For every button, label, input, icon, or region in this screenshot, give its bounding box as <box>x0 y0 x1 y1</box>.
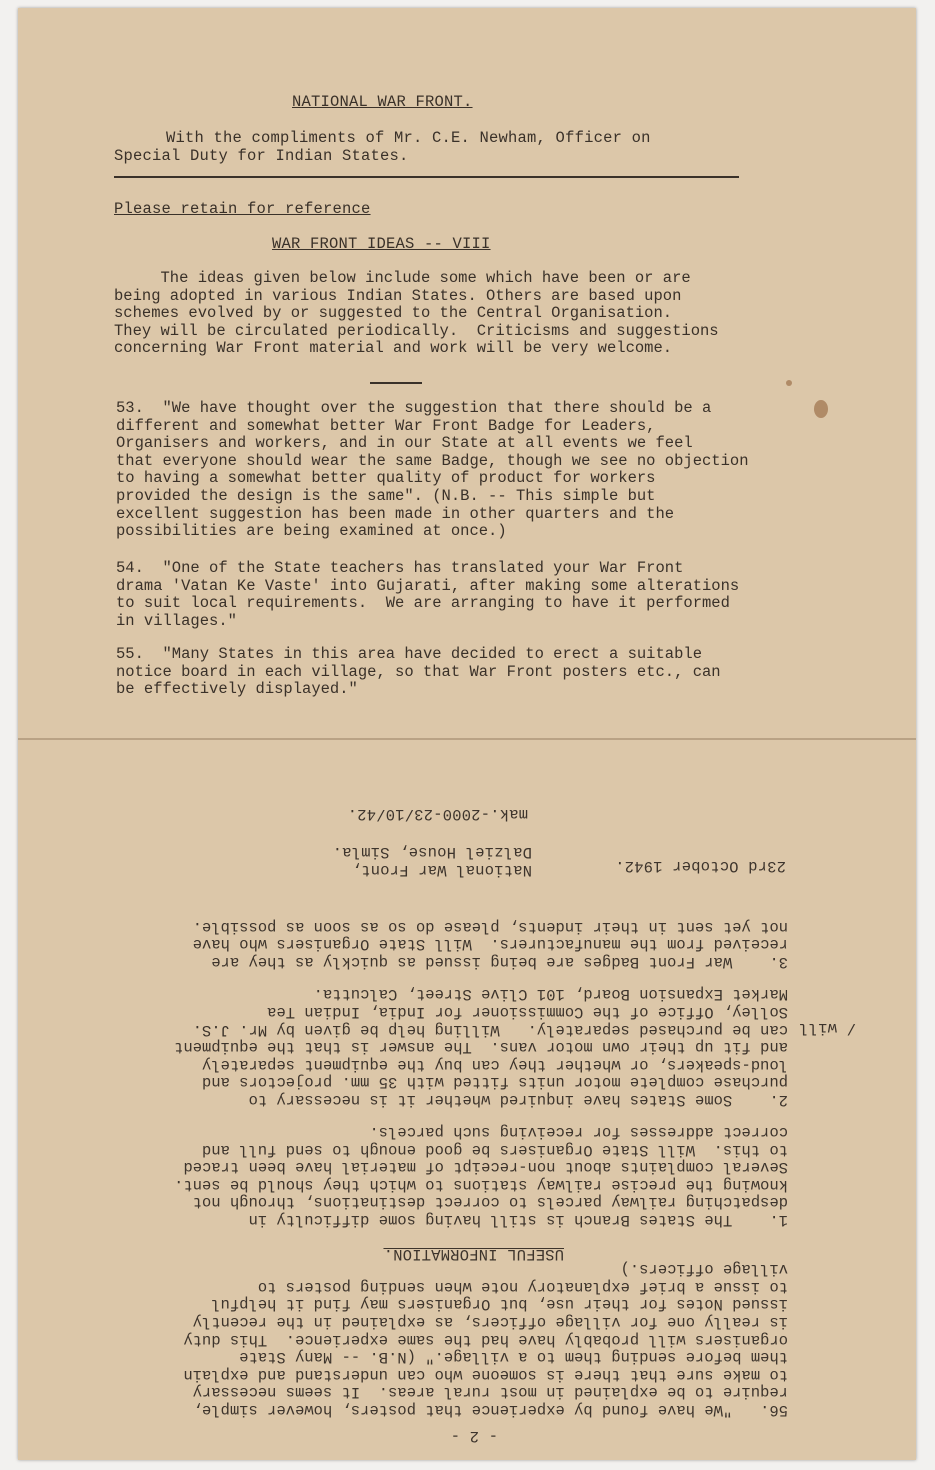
info-line: Several complaints about non-receipt of material have been traced <box>183 1158 788 1177</box>
item-line: provided the design is the same". (N.B. -- This simple but <box>116 487 656 505</box>
item-line: in villages." <box>116 611 237 630</box>
item-line: drama 'Vatan Ke Vaste' into Gujarati, after making some alterations <box>116 576 740 595</box>
section-title: WAR FRONT IDEAS -- VIII <box>272 235 491 253</box>
intro-line: being adopted in various Indian States. Others are based upon <box>114 286 682 305</box>
intro-line: The ideas given below include some which have been or are <box>114 269 691 287</box>
item-line: organisers will probably have had the same experience. This duty <box>183 1330 788 1349</box>
header-rule <box>114 176 739 178</box>
page-number: - 2 - <box>450 1427 498 1445</box>
info-line: 2. Some States have inquired whether it is necessary to <box>248 1091 788 1109</box>
info-line: 1. The States Branch is still having some difficulty in <box>248 1211 788 1229</box>
info-line: Market Expansion Board, 101 Clive Street, Calcutta. <box>313 985 788 1004</box>
signature-line-2: Dalziel House, Simla. <box>332 843 532 861</box>
info-line: knowing the precise railway stations to which they should be sent. <box>174 1175 788 1194</box>
item-line: 56. "We have found by experience that posters, however simple, <box>192 1401 788 1419</box>
item-line: be effectively displayed." <box>116 680 358 699</box>
item-line: excellent suggestion has been made in other quarters and the <box>116 504 675 523</box>
intro-line: concerning War Front material and work will be very welcome. <box>114 339 673 358</box>
item-line: possibilities are being examined at once.) <box>116 522 507 541</box>
intro-line: schemes evolved by or suggested to the Central Organisation. <box>114 304 673 323</box>
item-line: them before sending them to a village." (N.B. -- Many State <box>239 1348 788 1367</box>
item-line: to having a somewhat better quality of product for workers <box>116 469 656 488</box>
item-line: is really one for village officers, as explained in the recently <box>192 1313 788 1331</box>
info-line: received from the manufacturers. Will State Organisers who have <box>192 935 788 954</box>
handwritten-margin-note: / will <box>798 1019 856 1037</box>
issue-date: 23rd October 1942. <box>614 857 786 875</box>
separator-rule <box>370 382 422 384</box>
item-line: issued Notes for their use, but Organisers may find it helpful <box>211 1295 788 1314</box>
document-title: NATIONAL WAR FRONT. <box>292 93 473 111</box>
item-line: 55. "Many States in this area have decided to erect a suitable <box>116 645 702 663</box>
rust-stain <box>814 400 828 418</box>
info-line: 3. War Front Badges are being issued as quickly as they are <box>211 953 788 971</box>
info-line: despatching railway parcels to correct destinations, through not <box>192 1193 788 1212</box>
compliments-line-2: Special Duty for Indian States. <box>114 147 409 165</box>
info-line: not yet sent in their indents, please do so as soon as possible. <box>192 917 788 936</box>
intro-line: They will be circulated periodically. Criticisms and suggestions <box>114 321 719 340</box>
item-line: that everyone should wear the same Badge, though we see no objection <box>116 451 749 470</box>
item-line: 53. "We have thought over the suggestion that there should be a <box>116 399 712 417</box>
info-line: correct addresses for receiving such parcels. <box>369 1123 788 1141</box>
item-line: notice board in each village, so that War Front posters etc., can <box>116 662 721 681</box>
item-line: require to be explained in most rural areas. It seems necessary <box>192 1383 788 1402</box>
rust-stain <box>786 380 792 386</box>
info-line: can be purchased separately. Willing help be given by Mr. J.S. <box>192 1020 788 1039</box>
item-line: Organisers and workers, and in our State at all events we feel <box>116 434 693 453</box>
info-line: and fit up their own motor vans. The answer is that the equipment <box>174 1038 788 1057</box>
page-bottom-half-inverted <box>18 738 916 1460</box>
signature-line-1: National War Front, <box>351 861 532 879</box>
info-line: to this. Will State Organisers be good enough to send full and <box>202 1140 788 1159</box>
document-sheet <box>18 8 916 1460</box>
item-line: to issue a brief explanatory note when sending posters to <box>257 1277 788 1296</box>
retain-note: Please retain for reference <box>114 200 371 218</box>
item-line: different and somewhat better War Front Badge for Leaders, <box>116 416 656 435</box>
item-line: village officers.) <box>620 1260 788 1279</box>
info-line: loud-speakers, or whether they can buy the equipment separately <box>202 1055 788 1074</box>
info-line: Solley, Office of the Commissioner for India, Indian Tea <box>267 1003 788 1021</box>
item-line: to make sure that there is someone who can understand and explain <box>183 1365 788 1384</box>
compliments-line-1: With the compliments of Mr. C.E. Newham, Officer on <box>166 129 651 147</box>
item-line: to suit local requirements. We are arranging to have it performed <box>116 594 730 613</box>
reference-code: mak.-2000-23/10/42. <box>347 805 528 823</box>
item-line: 54. "One of the State teachers has translated your War Front <box>116 559 684 577</box>
page-top-half <box>18 8 916 738</box>
info-line: purchase complete motor units fitted with 35 mm. projectors and <box>202 1073 788 1092</box>
useful-information-title: USEFUL INFORMATION. <box>383 1245 564 1263</box>
